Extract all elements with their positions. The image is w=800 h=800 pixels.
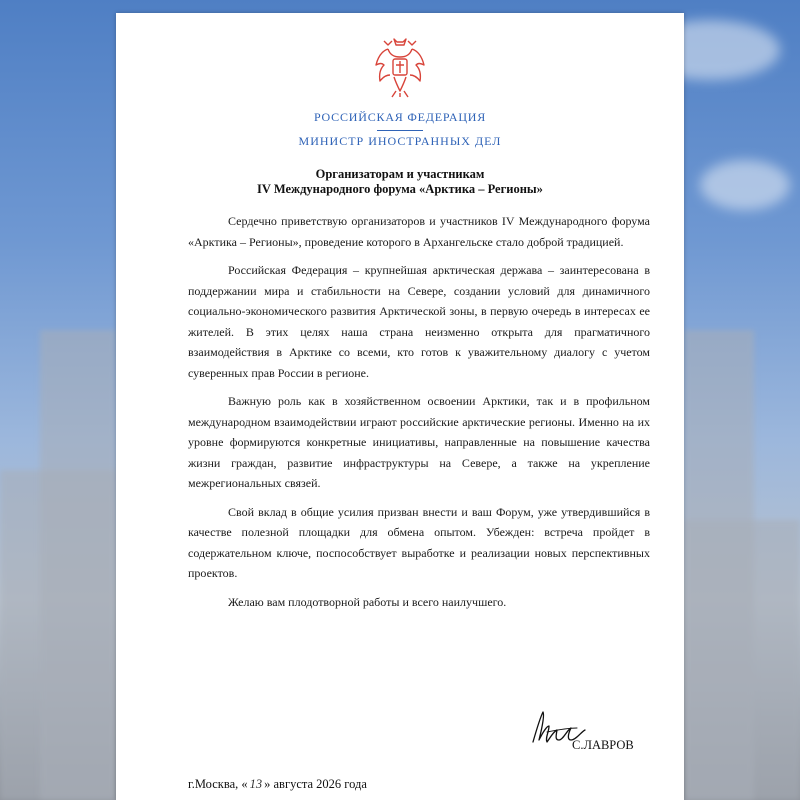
addressee-line-1: Организаторам и участникам — [315, 167, 485, 181]
letter-body — [188, 211, 650, 620]
paragraph: Важную роль как в хозяйственном освоении Арктики, так и в профильном международном взаимодействии играют российские арктические регионы. Именно на их уровне формируются конкретные инициативы, направленные на повышение качества жизни граждан, развитие инфраструктуры на Севере, а также на укрепление межрегиональных связей. — [188, 394, 650, 490]
place-and-date — [188, 777, 367, 792]
paragraph: Сердечно приветствую организаторов и участников IV Международного форума «Арктика – Регионы», проведение которого в Архангельске стало доброй традицией. — [188, 214, 650, 249]
paragraph: Российская Федерация – крупнейшая арктическая держава – заинтересована в поддержании мира и стабильности на Севере, создании условий для динамичного социально-экономического развития Арктической зоны, в первую очередь в интересах ее жителей. В этих целях наша страна неизменно открыта для прагматичного взаимодействия в Арктике со всеми, кто готов к уважительному диалогу с учетом суверенных прав России в регионе. — [188, 263, 650, 380]
coat-of-arms-icon — [374, 37, 426, 99]
date-day: 13 — [249, 777, 263, 791]
country-heading: РОССИЙСКАЯ ФЕДЕРАЦИЯ — [313, 110, 487, 124]
ministry-heading: МИНИСТР ИНОСТРАННЫХ ДЕЛ — [298, 134, 502, 148]
header-divider — [377, 130, 423, 131]
paragraph: Свой вклад в общие усилия призван внести и ваш Форум, уже утвердившийся в качестве полезной площадки для обмена опытом. Убежден: встреча пройдет в содержательном ключе, поспособствует выработке и реализации новых перспективных проектов. — [188, 504, 650, 580]
date-prefix: г.Москва, « — [188, 777, 248, 791]
signer-name: С.ЛАВРОВ — [572, 738, 634, 752]
paragraph: Желаю вам плодотворной работы и всего наилучшего. — [228, 594, 507, 609]
date-suffix: » августа 2026 года — [264, 777, 367, 791]
letter-sheet — [116, 13, 684, 800]
addressee-line-2: IV Международного форума «Арктика – Регионы» — [257, 182, 543, 196]
